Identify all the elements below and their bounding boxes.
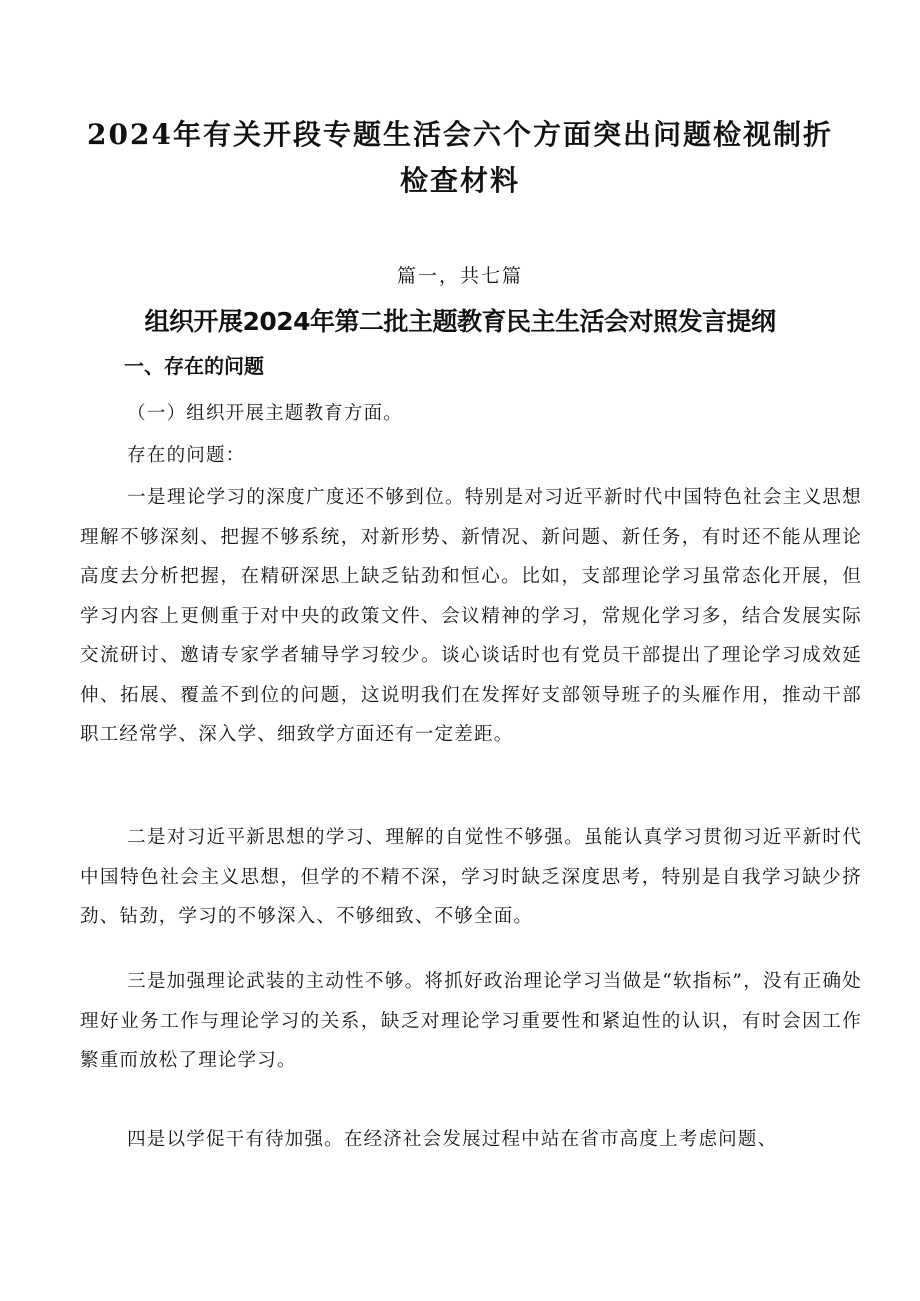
title-line-2: 检查材料 [399, 164, 520, 197]
subheading-paragraph: （一）组织开展主题教育方面。 [127, 403, 403, 424]
paragraph-point-one: 一是理论学习的深度广度还不够到位。特别是对习近平新时代中国特色社会主义思想理解不够深刻、把握不够系统，对新形势、新情况、新问题、新任务，有时还不能从理论高度去分析把握，在精研深思上缺乏钻劲和恒心。比如，支部理论学习虽常态化开展，但学习内容上更侧重于对中央的政策文件、会议精神的学习，常规化学习多，结合发展实际交流研讨、邀请专家学者辅导学习较少。谈心谈话时也有党员干部提出了理论学习成效延伸、拓展、覆盖不到位的问题，这说明我们在发挥好支部领导班子的头雁作用，推动干部职工经常学、深入学、细致学方面还有一定差距。 [80, 487, 862, 745]
document-title [60, 112, 860, 204]
paragraph-point-two: 二是对习近平新思想的学习、理解的自觉性不够强。虽能认真学习贯彻习近平新时代中国特色社会主义思想，但学的不精不深，学习时缺乏深度思考，特别是自我学习缺少挤劲、钻劲，学习的不够深入、不够细致、不够全面。 [80, 827, 862, 927]
problems-label-paragraph: 存在的问题： [127, 445, 246, 466]
section-subtitle: 组织开展2024年第二批主题教育民主生活会对照发言提纲 [144, 307, 776, 336]
paragraph-point-three: 三是加强理论武装的主动性不够。将抓好政治理论学习当做是“软指标”，没有正确处理好业务工作与理论学习的关系，缺乏对理论学习重要性和紧迫性的认识，有时会因工作繁重而放松了理论学习。 [80, 971, 862, 1071]
paragraph-point-four: 四是以学促干有待加强。在经济社会发展过程中站在省市高度上考虑问题、 [127, 1129, 778, 1150]
section-label: 篇一，共七篇 [396, 265, 523, 287]
title-line-1: 2024年有关开段专题生活会六个方面突出问题检视制折 [87, 118, 833, 151]
heading-existing-problems: 一、存在的问题 [124, 354, 264, 378]
